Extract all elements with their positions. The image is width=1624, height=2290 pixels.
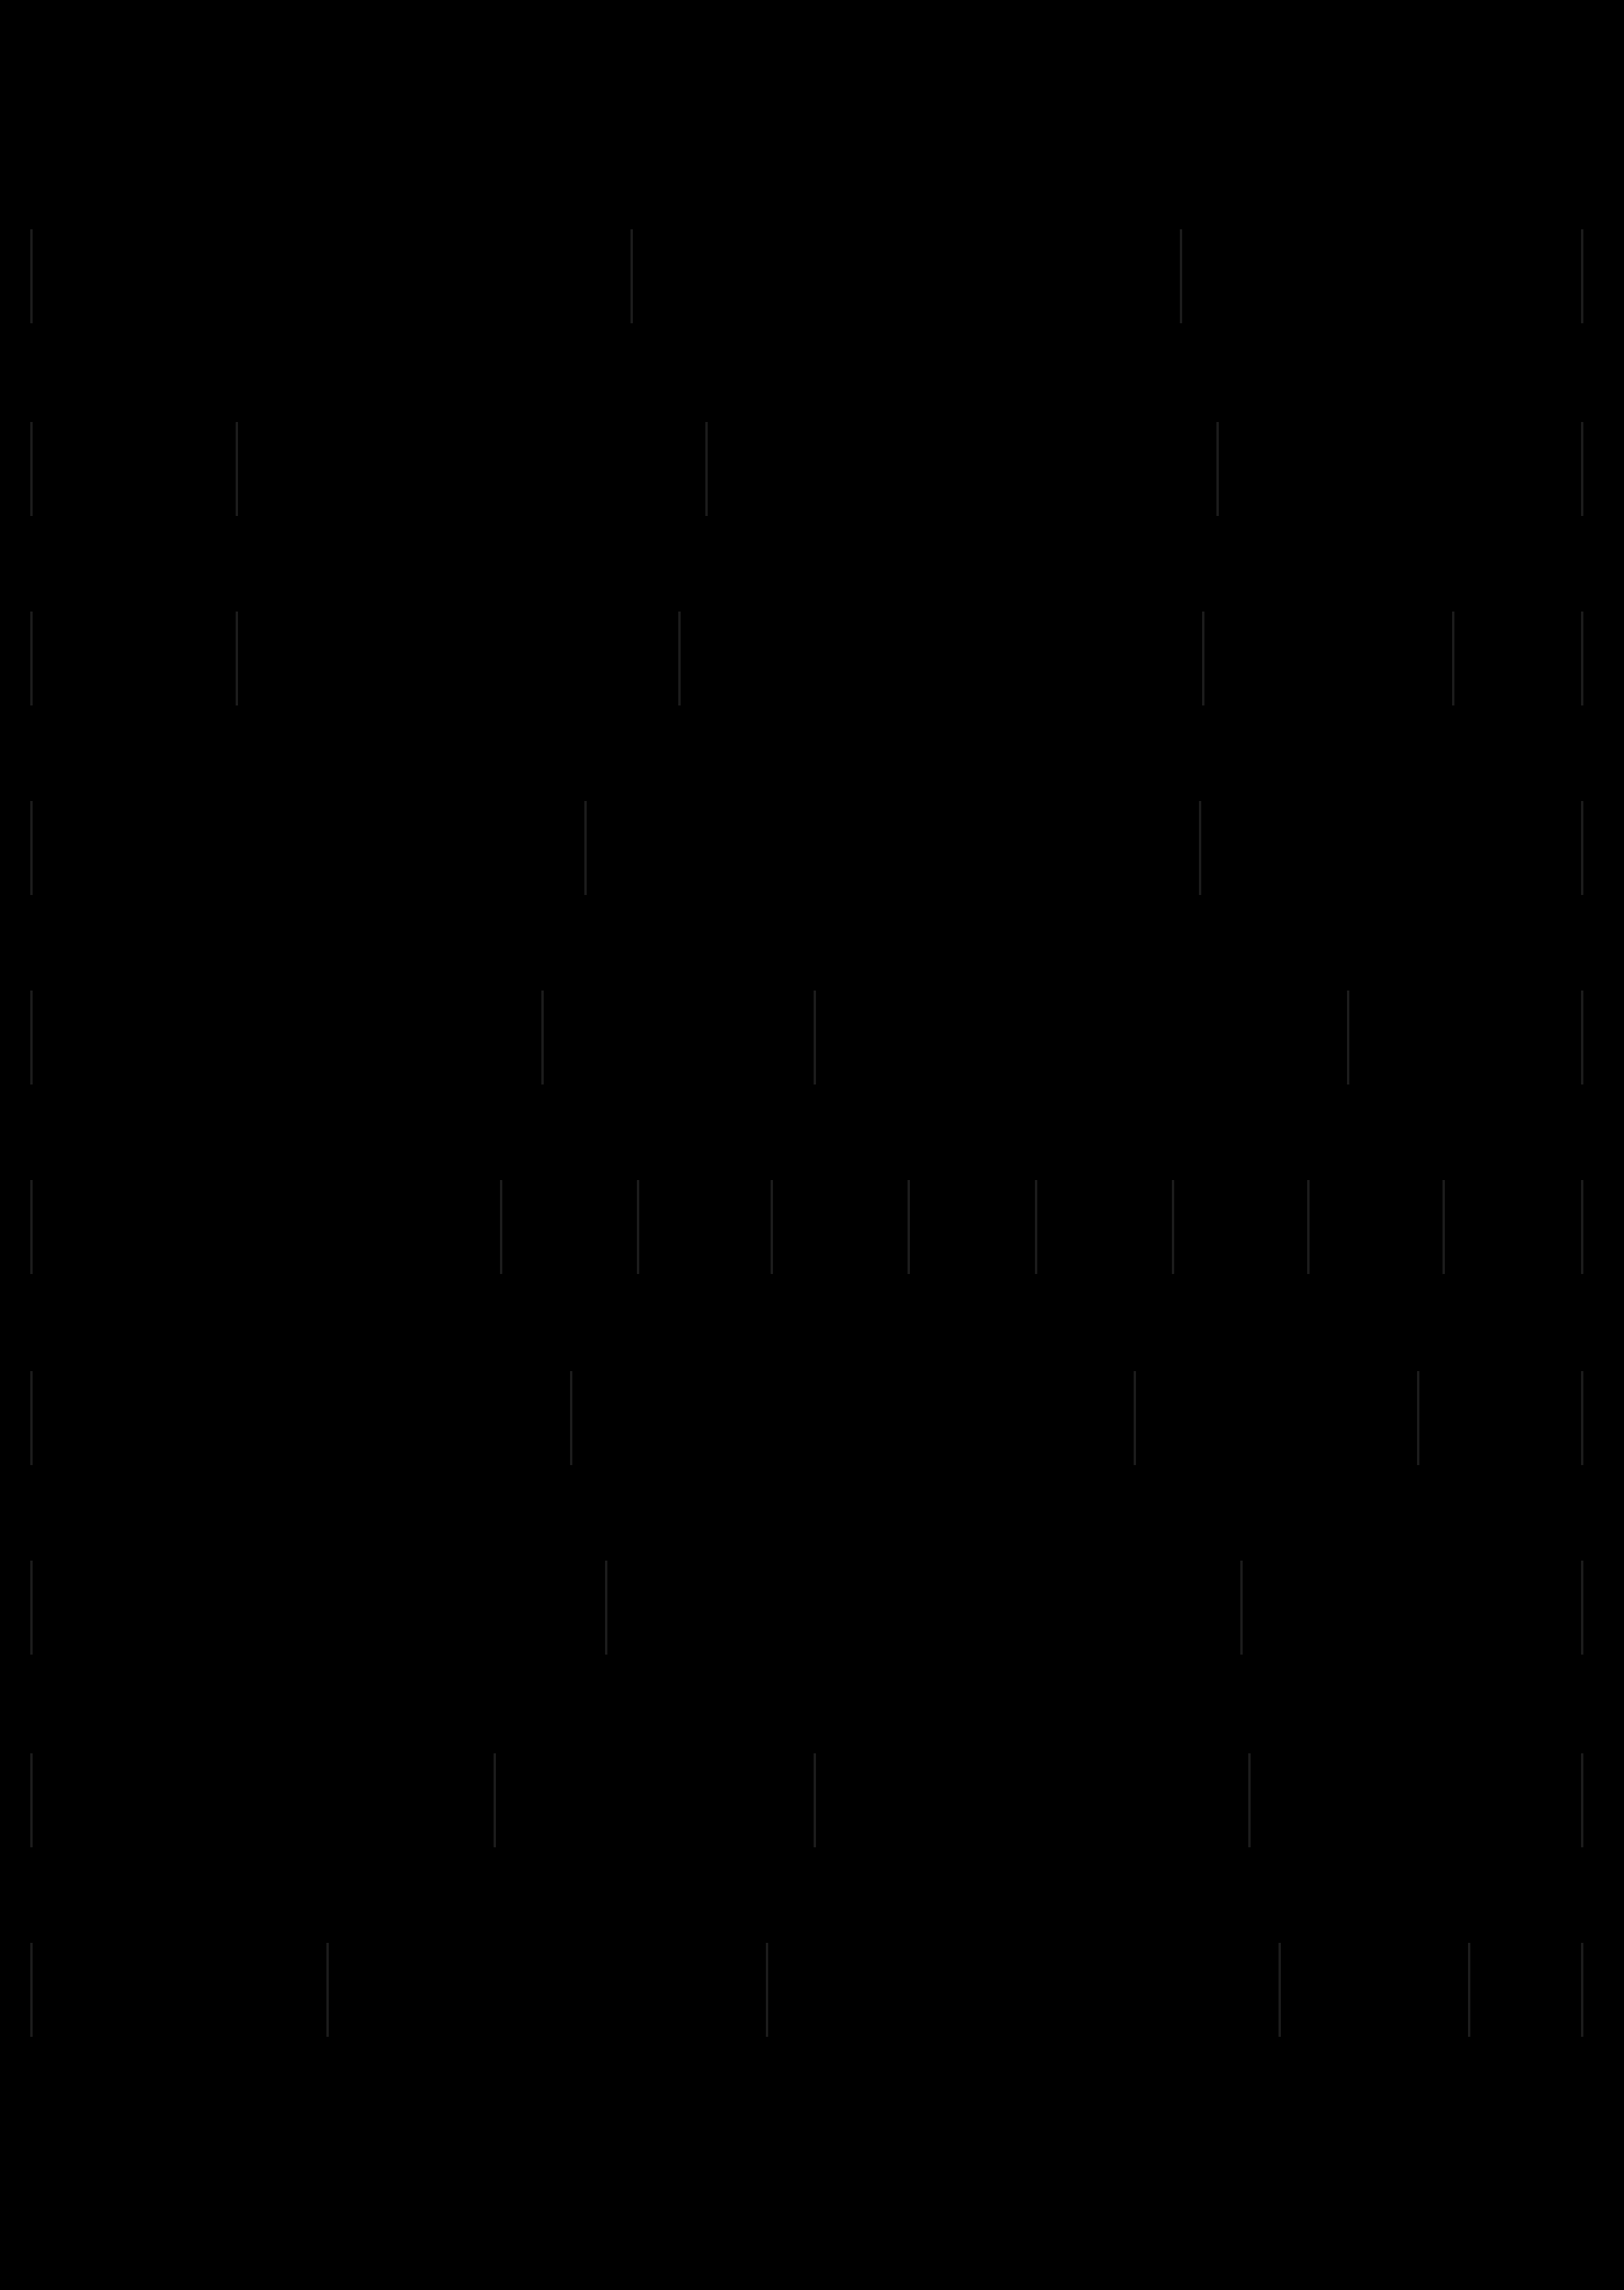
content-row — [0, 1180, 1624, 1276]
column-rule-mark — [1452, 612, 1454, 705]
column-rule-mark — [30, 991, 33, 1084]
column-rule-mark — [500, 1180, 502, 1274]
column-rule-mark — [1581, 1753, 1583, 1847]
column-rule-mark — [30, 1943, 33, 2037]
column-rule-mark — [637, 1180, 639, 1274]
content-row — [0, 1943, 1624, 2038]
column-rule-mark — [30, 1753, 33, 1847]
column-rule-mark — [1581, 612, 1583, 705]
content-row — [0, 991, 1624, 1086]
content-row — [0, 801, 1624, 897]
column-rule-mark — [605, 1561, 607, 1655]
column-rule-mark — [570, 1371, 572, 1465]
column-rule-mark — [1134, 1371, 1136, 1465]
column-rule-mark — [1199, 801, 1201, 895]
column-rule-mark — [30, 1371, 33, 1465]
column-rule-mark — [1248, 1753, 1251, 1847]
column-rule-mark — [30, 229, 33, 323]
column-rule-mark — [1202, 612, 1204, 705]
column-rule-mark — [705, 422, 708, 516]
column-rule-mark — [766, 1943, 768, 2037]
column-rule-mark — [30, 1180, 33, 1274]
column-rule-mark — [1216, 422, 1219, 516]
column-rule-mark — [1581, 1943, 1583, 2037]
column-rule-mark — [1442, 1180, 1445, 1274]
column-rule-mark — [630, 229, 633, 323]
column-rule-mark — [326, 1943, 329, 2037]
column-rule-mark — [494, 1753, 496, 1847]
column-rule-mark — [678, 612, 681, 705]
column-rule-mark — [1417, 1371, 1419, 1465]
column-rule-mark — [814, 1753, 816, 1847]
column-rule-mark — [1581, 1561, 1583, 1655]
content-row — [0, 229, 1624, 325]
column-rule-mark — [814, 991, 816, 1084]
column-rule-mark — [236, 422, 238, 516]
column-rule-mark — [1581, 1371, 1583, 1465]
column-rule-mark — [1581, 991, 1583, 1084]
column-rule-mark — [1240, 1561, 1243, 1655]
column-rule-mark — [1035, 1180, 1037, 1274]
column-rule-mark — [584, 801, 587, 895]
column-rule-mark — [1172, 1180, 1174, 1274]
column-rule-mark — [771, 1180, 773, 1274]
column-rule-mark — [1581, 801, 1583, 895]
column-rule-mark — [30, 612, 33, 705]
content-row — [0, 1753, 1624, 1849]
content-row — [0, 422, 1624, 518]
column-rule-mark — [1581, 1180, 1583, 1274]
column-rule-mark — [1307, 1180, 1310, 1274]
column-rule-mark — [30, 422, 33, 516]
column-rule-mark — [1581, 229, 1583, 323]
column-rule-mark — [1180, 229, 1182, 323]
column-rule-mark — [1279, 1943, 1281, 2037]
content-row — [0, 1371, 1624, 1467]
column-rule-mark — [1347, 991, 1349, 1084]
column-rule-mark — [908, 1180, 910, 1274]
column-rule-mark — [1468, 1943, 1470, 2037]
column-rule-mark — [30, 1561, 33, 1655]
content-row — [0, 1561, 1624, 1656]
content-row — [0, 612, 1624, 707]
column-rule-mark — [541, 991, 544, 1084]
column-rule-mark — [30, 801, 33, 895]
column-rule-mark — [1581, 422, 1583, 516]
column-rule-mark — [236, 612, 238, 705]
